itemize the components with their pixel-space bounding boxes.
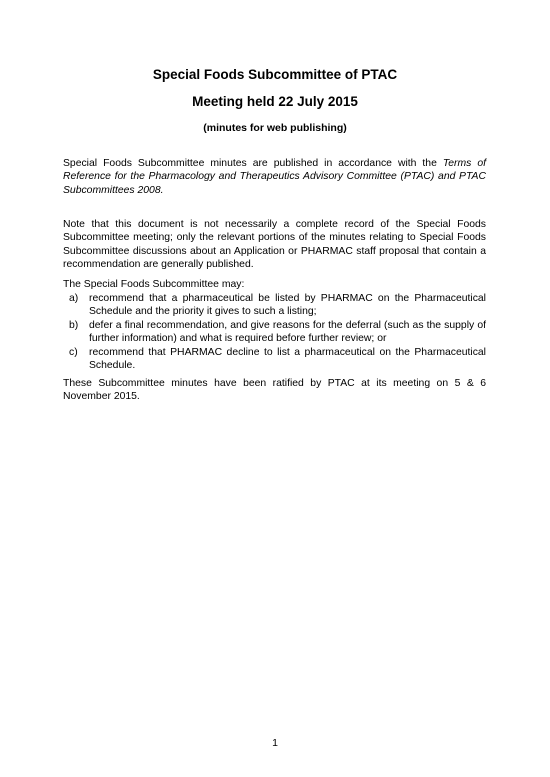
list-marker: b)	[69, 319, 79, 331]
list-item	[63, 319, 486, 346]
powers-lead: The Special Foods Subcommittee may:	[63, 279, 245, 290]
disclaimer-paragraph: Note that this document is not necessarily a complete record of the Special Foods Subcommittee meeting; only the relevant portions of the minutes relating to Special Foods Subcommittee discussions about an Application or PHARMAC staff proposal that contain a recommendation are generally published.	[63, 219, 486, 271]
page-number: 1	[272, 737, 278, 749]
list-marker: c)	[69, 346, 78, 358]
powers-list	[63, 292, 486, 372]
intro-paragraph	[63, 157, 486, 197]
document-title: Special Foods Subcommittee of PTAC	[152, 67, 398, 82]
terms-of-reference-title: Terms of Reference for the Pharmacology and Therapeutics Advisory Committee (PTAC) and PTAC Subcommittees 2008.	[63, 158, 486, 196]
list-marker: a)	[69, 293, 79, 304]
intro-text: Special Foods Subcommittee minutes are published in accordance with the	[63, 158, 443, 169]
list-item-text: recommend that PHARMAC decline to list a pharmaceutical on the Pharmaceutical Schedule.	[89, 346, 486, 372]
list-item-text: recommend that a pharmaceutical be listed by PHARMAC on the Pharmaceutical Schedule and the priority it gives to such a listing;	[89, 293, 486, 318]
list-item	[63, 292, 486, 319]
publishing-note: (minutes for web publishing)	[203, 122, 347, 134]
list-item-text: defer a final recommendation, and give reasons for the deferral (such as the supply of further information) and what is required before further review; or	[89, 319, 486, 345]
list-item	[63, 346, 486, 373]
meeting-date-heading: Meeting held 22 July 2015	[192, 94, 358, 109]
ratification-paragraph: These Subcommittee minutes have been ratified by PTAC at its meeting on 5 & 6 November 2015.	[63, 378, 486, 403]
